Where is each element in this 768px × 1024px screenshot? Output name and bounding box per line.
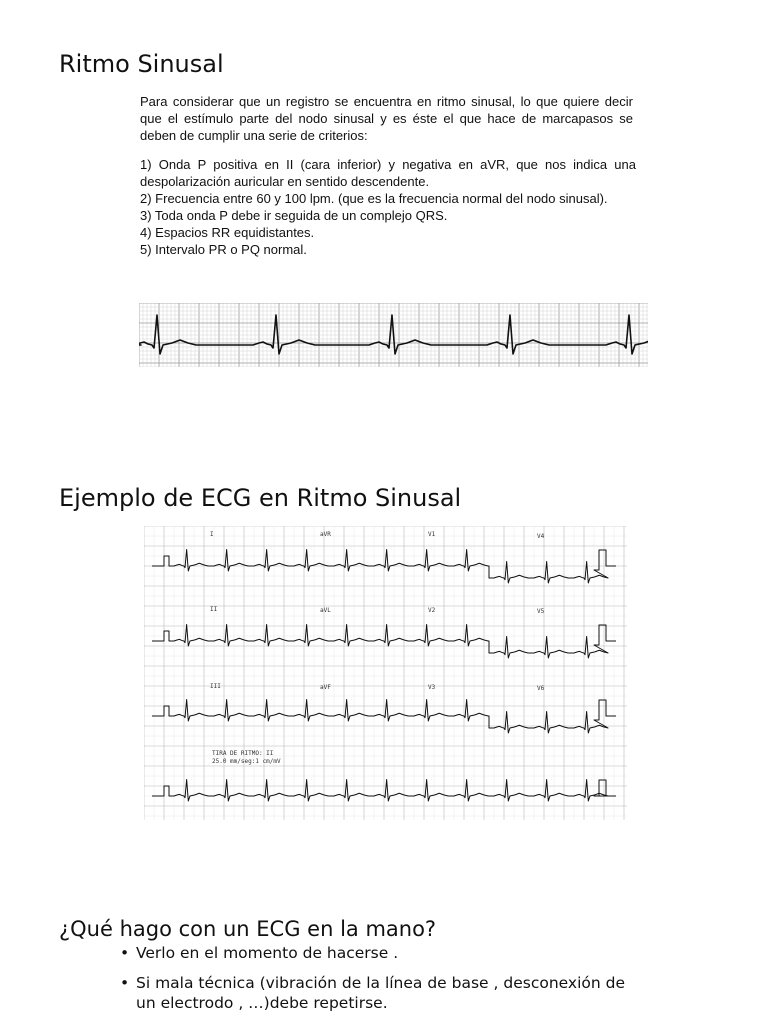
section-title-que-hago: ¿Qué hago con un ECG en la mano? bbox=[59, 917, 437, 941]
lead-label-III: III bbox=[210, 683, 221, 690]
criterion-1: 1) Onda P positiva en II (cara inferior) y negativa en aVR, que nos indica una despolarización auricular en sentido descendente. bbox=[140, 157, 636, 189]
bullet-text: Verlo en el momento de hacerse . bbox=[136, 944, 399, 962]
criteria-list bbox=[140, 156, 636, 258]
lead-label-V2: V2 bbox=[428, 607, 436, 614]
lead-label-aVF: aVF bbox=[320, 684, 331, 691]
bullet-icon: • bbox=[120, 944, 130, 962]
list-item bbox=[118, 943, 638, 963]
ecg-rhythm-strip bbox=[139, 303, 648, 367]
criterion-4: 4) Espacios RR equidistantes. bbox=[140, 225, 315, 240]
rhythm-strip-label: TIRA DE RITMO: II bbox=[212, 750, 274, 757]
lead-label-V6: V6 bbox=[537, 685, 545, 692]
lead-label-V1: V1 bbox=[428, 531, 436, 538]
lead-label-V3: V3 bbox=[428, 684, 436, 691]
intro-paragraph: Para considerar que un registro se encuentra en ritmo sinusal, lo que quiere decir que el estímulo parte del nodo sinusal y es éste el que hace de marcapasos se deben de cumplir una serie de criterios: bbox=[140, 94, 633, 143]
rhythm-strip-speed: 25.0 mm/seg:1 cm/mV bbox=[212, 758, 281, 765]
ecg-12-lead-tracing bbox=[144, 526, 627, 820]
ecg-strip-trace bbox=[139, 315, 648, 354]
bullet-text: Si mala técnica (vibración de la línea de base , desconexión de un electrodo , …)debe repetirse. bbox=[136, 974, 626, 1012]
list-item bbox=[118, 973, 638, 1013]
criterion-2: 2) Frecuencia entre 60 y 100 lpm. (que es la frecuencia normal del nodo sinusal). bbox=[140, 191, 608, 206]
lead-label-aVR: aVR bbox=[320, 531, 331, 538]
lead-label-II: II bbox=[210, 606, 218, 613]
lead-label-I: I bbox=[210, 531, 214, 538]
lead-label-V5: V5 bbox=[537, 608, 545, 615]
recommendation-list bbox=[118, 943, 638, 1023]
section-title-ejemplo-ecg: Ejemplo de ECG en Ritmo Sinusal bbox=[59, 484, 462, 512]
section-title-ritmo-sinusal: Ritmo Sinusal bbox=[59, 50, 224, 78]
ecg-12-grid bbox=[144, 526, 627, 820]
lead-label-aVL: aVL bbox=[320, 607, 331, 614]
bullet-icon: • bbox=[120, 974, 130, 992]
criterion-5: 5) Intervalo PR o PQ normal. bbox=[140, 242, 307, 257]
lead-label-V4: V4 bbox=[537, 533, 545, 540]
criterion-3: 3) Toda onda P debe ir seguida de un complejo QRS. bbox=[140, 208, 448, 223]
